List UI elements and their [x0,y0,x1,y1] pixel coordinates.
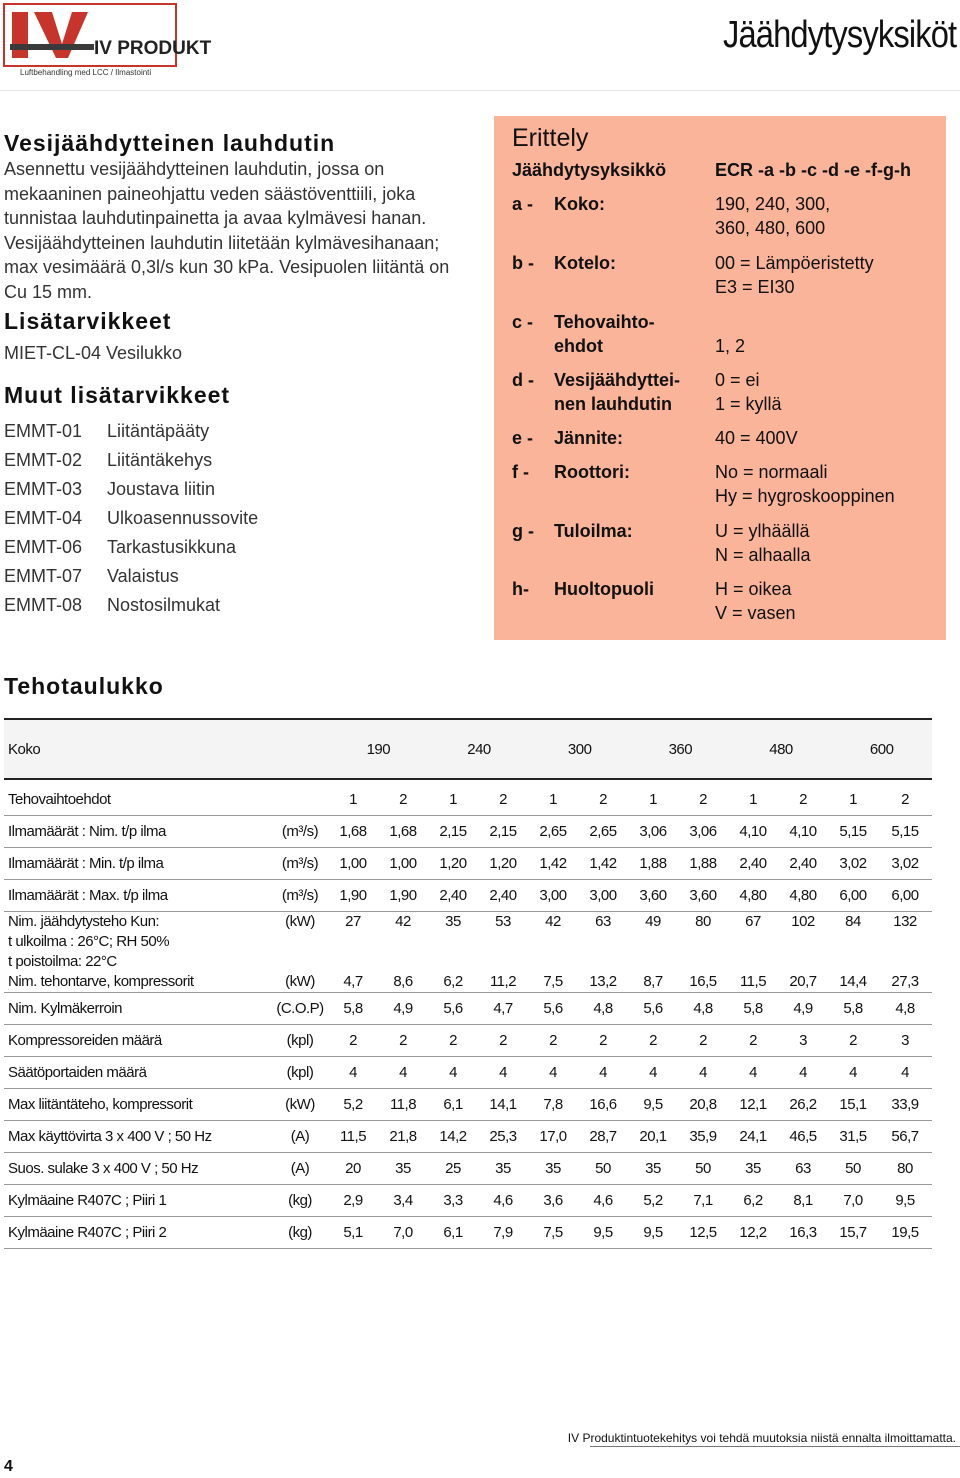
row-unit: (A) [272,1153,328,1185]
table-cell: 7,5 [543,973,563,990]
table-cell: 3,06 [628,816,678,848]
koko-label: Koko [4,719,328,779]
spec-value: 00 = Lämpöeristetty E3 = EI30 [715,253,874,297]
table-cell: 4 [778,1057,828,1089]
table-cell: 3 [878,1025,932,1057]
table-cell: 3,6 [528,1185,578,1217]
table-cell: 2 [478,1025,528,1057]
table-cell: 3,06 [678,816,728,848]
table-cell: 5,8 [728,993,778,1025]
table-cell: 1,88 [628,848,678,880]
table-cell: 4,10 [778,816,828,848]
list-item [4,446,474,475]
row-unit: (m³/s) [272,880,328,912]
list-item [4,533,474,562]
table-cell: 4,7 [343,973,363,990]
table-cell: 27,3 [891,973,919,990]
spec-name: Huoltopuoli [554,579,654,599]
table-cell: 1,90 [328,880,378,912]
table-row [4,880,932,912]
table-cell: 4 [628,1057,678,1089]
table-cell: 11,5 [328,1121,378,1153]
table-cell: 7,9 [478,1217,528,1249]
table-cell: 4 [428,1057,478,1089]
table-cell: 63 [778,1153,828,1185]
table-cell: 80 [695,913,711,930]
specification-title: Erittely [512,124,589,152]
row-unit: (m³/s) [272,816,328,848]
table-cell: 3,60 [628,880,678,912]
table-cell: 12,1 [728,1089,778,1121]
spec-key: g - [512,521,534,541]
spec-value: 0 = ei 1 = kyllä [715,370,782,414]
row-unit: (kpl) [272,1057,328,1089]
size-header: 300 [567,740,592,758]
table-cell: 3,00 [528,880,578,912]
table-cell: 2 [328,1025,378,1057]
section-title-condenser: Vesijäähdytteinen lauhdutin [4,130,336,156]
table-cell: 25,3 [478,1121,528,1153]
table-cell: 53 [495,913,511,930]
table-cell: 49 [645,913,661,930]
table-row [4,1185,932,1217]
table-cell: 4,8 [578,993,628,1025]
table-row [4,784,932,816]
page-number: 4 [4,1458,13,1475]
table-cell: 12,5 [678,1217,728,1249]
table-cell: 4 [528,1057,578,1089]
table-cell: 3,00 [578,880,628,912]
spec-value: 1, 2 [715,336,746,356]
spec-value: U = ylhäällä N = alhaalla [715,521,811,565]
table-cell: 2 [378,784,428,816]
row-label: Säätöportaiden määrä [4,1057,272,1089]
accessory-code: EMMT-01 [4,420,83,441]
table-cell: 5,2 [328,1089,378,1121]
table-cell: 4,8 [678,993,728,1025]
table-cell: 2,65 [528,816,578,848]
accessory-code: EMMT-08 [4,594,83,615]
section-title-other-accessories: Muut lisätarvikkeet [4,381,231,408]
accessory-name: Ulkoasennussovite [107,507,259,528]
row-label: Suos. sulake 3 x 400 V ; 50 Hz [4,1153,272,1185]
table-cell: 28,7 [578,1121,628,1153]
table-cell: 2,40 [478,880,528,912]
row-unit: (kW) [272,1089,328,1121]
table-cell: 3,60 [678,880,728,912]
table-cell: 20,7 [789,973,817,990]
table-cell: 1 [328,784,378,816]
row-unit: (kpl) [272,1025,328,1057]
table-cell: 20,1 [628,1121,678,1153]
table-cell: 5,6 [528,993,578,1025]
table-cell: 33,9 [878,1089,932,1121]
table-cell: 1,20 [478,848,528,880]
table-cell: 16,6 [578,1089,628,1121]
table-cell: 3,02 [828,848,878,880]
table-cell: 9,5 [578,1217,628,1249]
table-row [4,993,932,1025]
table-cell: 5,15 [878,816,932,848]
table-cell: 3,02 [878,848,932,880]
table-cell: 14,2 [428,1121,478,1153]
spec-name: Roottori: [554,462,630,482]
table-cell: 80 [878,1153,932,1185]
row-unit: (m³/s) [272,848,328,880]
accessory-name: Liitäntäpääty [107,420,210,441]
table-cell: 20 [328,1153,378,1185]
table-cell: 4 [678,1057,728,1089]
table-cell: 2,15 [428,816,478,848]
spec-name: Vesijäähdyttei- nen lauhdutin [554,370,681,414]
table-cell: 50 [828,1153,878,1185]
accessory-code: EMMT-02 [4,449,83,470]
table-cell: 102 [791,913,815,930]
table-cell: 14,4 [839,973,867,990]
table-cell: 1,88 [678,848,728,880]
table-cell: 3,4 [378,1185,428,1217]
table-cell: 11,2 [489,973,517,990]
table-cell: 4 [828,1057,878,1089]
logo-tagline: Luftbehandling med LCC / Ilmastointi [20,68,152,77]
row-unit: (C.O.P) [272,993,328,1025]
table-cell: 67 [745,913,761,930]
spec-name: Jännite: [554,428,624,448]
size-header: 240 [467,740,491,758]
table-cell: 1,68 [378,816,428,848]
table-cell: 4,80 [728,880,778,912]
table-cell: 19,5 [878,1217,932,1249]
table-cell: 132 [893,913,917,930]
table-cell: 4 [728,1057,778,1089]
table-cell: 2 [828,1025,878,1057]
table-cell: 2 [678,784,728,816]
table-cell: 63 [595,913,611,930]
size-header: 190 [366,740,391,758]
list-item [4,417,474,446]
table-cell: 46,5 [778,1121,828,1153]
table-cell: 2 [628,1025,678,1057]
table-row [4,1025,932,1057]
table-cell: 2,15 [478,816,528,848]
spec-key: b - [512,253,534,273]
table-cell: 2,65 [578,816,628,848]
company-logo [4,4,212,78]
table-cell: 4,8 [878,993,932,1025]
code-pattern: ECR -a -b -c -d -e -f-g-h [715,160,911,180]
cooling-label-line: t ulkoilma : 26°C; RH 50% [8,933,170,950]
table-cell: 14,1 [478,1089,528,1121]
table-cell: 11,5 [739,973,767,990]
row-unit [272,784,328,816]
size-header: 480 [769,740,793,758]
row-unit: (kW) [285,973,315,990]
table-cell: 1,68 [328,816,378,848]
table-cell: 50 [578,1153,628,1185]
table-cell: 1,42 [578,848,628,880]
page-title: Jäähdytysyksiköt [722,14,956,56]
table-cell: 5,8 [828,993,878,1025]
table-cell: 3 [778,1025,828,1057]
table-cell: 4 [328,1057,378,1089]
cooling-label-line: Nim. jäähdytysteho Kun: [8,913,160,930]
table-cell: 20,8 [678,1089,728,1121]
table-cell: 5,15 [828,816,878,848]
table-cell: 1 [628,784,678,816]
table-cell: 4,7 [478,993,528,1025]
row-label: Ilmamäärät : Min. t/p ilma [4,848,272,880]
table-cell: 4,6 [578,1185,628,1217]
table-cell: 21,8 [378,1121,428,1153]
table-cell: 84 [845,913,861,930]
performance-table [4,718,932,1249]
table-row [4,1089,932,1121]
table-cell: 2 [778,784,828,816]
row-label: Ilmamäärät : Nim. t/p ilma [4,816,272,848]
list-item [4,475,474,504]
spec-name: Kotelo: [554,253,616,273]
performance-table-title: Tehotaulukko [4,673,164,699]
table-cell: 4,10 [728,816,778,848]
table-cell: 6,00 [878,880,932,912]
table-cell: 6,2 [443,973,463,990]
accessory-code: EMMT-04 [4,507,83,528]
table-cell: 4 [878,1057,932,1089]
list-item [4,562,474,591]
table-cell: 1 [528,784,578,816]
table-cell: 35 [478,1153,528,1185]
row-unit: (kW) [285,913,315,930]
table-row [4,1057,932,1089]
table-row [4,1217,932,1249]
table-cell: 4 [378,1057,428,1089]
table-row [4,816,932,848]
row-label: Kylmäaine R407C ; Piiri 2 [4,1217,272,1249]
table-cell: 7,0 [378,1217,428,1249]
row-unit: (kg) [272,1185,328,1217]
table-cell: 35 [378,1153,428,1185]
table-cell: 16,3 [778,1217,828,1249]
table-cell: 42 [545,913,561,930]
spec-value: 40 = 400V [715,428,798,448]
table-cell: 2 [528,1025,578,1057]
table-cell: 5,1 [328,1217,378,1249]
table-cell: 1,20 [428,848,478,880]
table-cell: 6,2 [728,1185,778,1217]
row-unit: (kg) [272,1217,328,1249]
table-cell: 17,0 [528,1121,578,1153]
table-cell: 4,6 [478,1185,528,1217]
table-cell: 1,00 [378,848,428,880]
spec-name: Tehovaihto- ehdot [554,312,655,356]
table-cell: 4,9 [778,993,828,1025]
section-title-accessories: Lisätarvikkeet [4,308,172,334]
size-header-row [4,719,932,779]
specification-box [494,116,946,640]
table-cell: 35 [445,913,461,930]
table-cell: 5,6 [428,993,478,1025]
row-unit: (A) [272,1121,328,1153]
spec-key: a - [512,194,534,214]
footer-divider [590,1446,960,1447]
condenser-description: Asennettu vesijäähdytteinen lauhdutin, jossa on mekaaninen paineohjattu veden säästöventtiili, joka tunnistaa lauhdutinpainetta ja avaa kylmävesi hanan. Vesijäähdytteinen lauhdutin liitetään kylmävesihanaan; max vesimäärä 0,3l/s kun 30 kPa. Vesipuolen liitäntä on Cu 15 mm. [4,159,450,302]
table-cell: 15,1 [828,1089,878,1121]
table-cell: 7,5 [528,1217,578,1249]
table-cell: 2 [678,1025,728,1057]
table-row [4,848,932,880]
table-cell: 2 [478,784,528,816]
table-cell: 7,8 [528,1089,578,1121]
table-cell: 8,1 [778,1185,828,1217]
table-cell: 2,40 [728,848,778,880]
table-cell: 8,7 [643,973,663,990]
accessory-code: EMMT-06 [4,536,83,557]
table-cell: 25 [428,1153,478,1185]
unit-name: Jäähdytysyksikkö [512,160,667,180]
table-cell: 35 [628,1153,678,1185]
table-cell: 1 [828,784,878,816]
table-row [4,1121,932,1153]
table-cell: 16,5 [689,973,717,990]
table-cell: 1,42 [528,848,578,880]
table-row [4,1153,932,1185]
accessory-name: Liitäntäkehys [107,449,213,470]
table-cell: 2,9 [328,1185,378,1217]
table-cell: 8,6 [393,973,413,990]
table-cell: 2,40 [778,848,828,880]
accessory-list [4,417,474,620]
size-header: 360 [668,740,693,758]
spec-key: d - [512,370,534,390]
table-cell: 24,1 [728,1121,778,1153]
cooling-label-line: Nim. tehontarve, kompressorit [8,973,194,990]
table-cell: 7,0 [828,1185,878,1217]
table-cell: 9,5 [628,1217,678,1249]
table-cell: 11,8 [378,1089,428,1121]
table-cell: 35,9 [678,1121,728,1153]
table-cell: 12,2 [728,1217,778,1249]
row-label: Kylmäaine R407C ; Piiri 1 [4,1185,272,1217]
spec-value: No = normaali Hy = hygroskooppinen [715,462,895,506]
accessory-code: EMMT-07 [4,565,83,586]
table-cell: 4 [478,1057,528,1089]
table-cell: 31,5 [828,1121,878,1153]
table-cell: 1 [428,784,478,816]
table-cell: 4,9 [378,993,428,1025]
table-cell: 26,2 [778,1089,828,1121]
table-cell: 2 [378,1025,428,1057]
spec-name: Koko: [554,194,605,214]
spec-name: Tuloilma: [554,521,633,541]
svg-text:IV PRODUKT: IV PRODUKT [94,38,212,59]
row-label: Max liitäntäteho, kompressorit [4,1089,272,1121]
table-cell: 1,00 [328,848,378,880]
table-cell: 5,6 [628,993,678,1025]
table-cell: 27 [345,913,361,930]
spec-value: 190, 240, 300, 360, 480, 600 [715,194,831,238]
table-cell: 6,1 [428,1217,478,1249]
cooling-capacity-row [4,912,932,993]
table-cell: 56,7 [878,1121,932,1153]
table-cell: 5,8 [328,993,378,1025]
row-label: Tehovaihtoehdot [4,784,272,816]
table-cell: 1 [728,784,778,816]
table-cell: 3,3 [428,1185,478,1217]
row-label: Ilmamäärät : Max. t/p ilma [4,880,272,912]
accessory-code: EMMT-03 [4,478,83,499]
table-cell: 4,80 [778,880,828,912]
size-list [328,741,932,758]
table-cell: 6,00 [828,880,878,912]
table-cell: 2 [428,1025,478,1057]
table-cell: 2 [578,1025,628,1057]
table-cell: 2 [878,784,932,816]
table-cell: 42 [395,913,411,930]
accessory-name: Valaistus [107,565,179,586]
left-column [4,130,474,620]
spec-key: f - [512,462,529,482]
header-divider [0,90,960,91]
table-cell: 9,5 [628,1089,678,1121]
table-cell: 50 [678,1153,728,1185]
spec-key: e - [512,428,534,448]
table-cell: 1,90 [378,880,428,912]
table-cell: 2 [728,1025,778,1057]
table-cell: 5,2 [628,1185,678,1217]
table-cell: 2 [578,784,628,816]
table-cell: 6,1 [428,1089,478,1121]
accessory-name: Joustava liitin [107,478,216,499]
footer-note: IV Produktintuotekehitys voi tehdä muutoksia niistä ennalta ilmoittamatta. [567,1431,956,1445]
table-cell: 2,40 [428,880,478,912]
table-cell: 15,7 [828,1217,878,1249]
row-label: Kompressoreiden määrä [4,1025,272,1057]
accessory-name: Tarkastusikkuna [107,536,237,557]
row-label: Max käyttövirta 3 x 400 V ; 50 Hz [4,1121,272,1153]
row-label: Nim. Kylmäkerroin [4,993,272,1025]
table-cell: 7,1 [678,1185,728,1217]
table-cell: 9,5 [878,1185,932,1217]
list-item [4,591,474,620]
table-cell: 35 [528,1153,578,1185]
table-cell: 35 [728,1153,778,1185]
spec-key: c - [512,312,534,332]
accessory-miet: MIET-CL-04 Vesilukko [4,343,183,363]
table-cell: 4 [578,1057,628,1089]
accessory-name: Nostosilmukat [107,594,221,615]
size-header: 600 [869,740,894,758]
cooling-label-line: t poistoilma: 22°C [8,953,117,970]
list-item [4,504,474,533]
table-cell: 13,2 [589,973,617,990]
spec-value: H = oikea V = vasen [715,579,796,623]
spec-key: h- [512,579,529,599]
